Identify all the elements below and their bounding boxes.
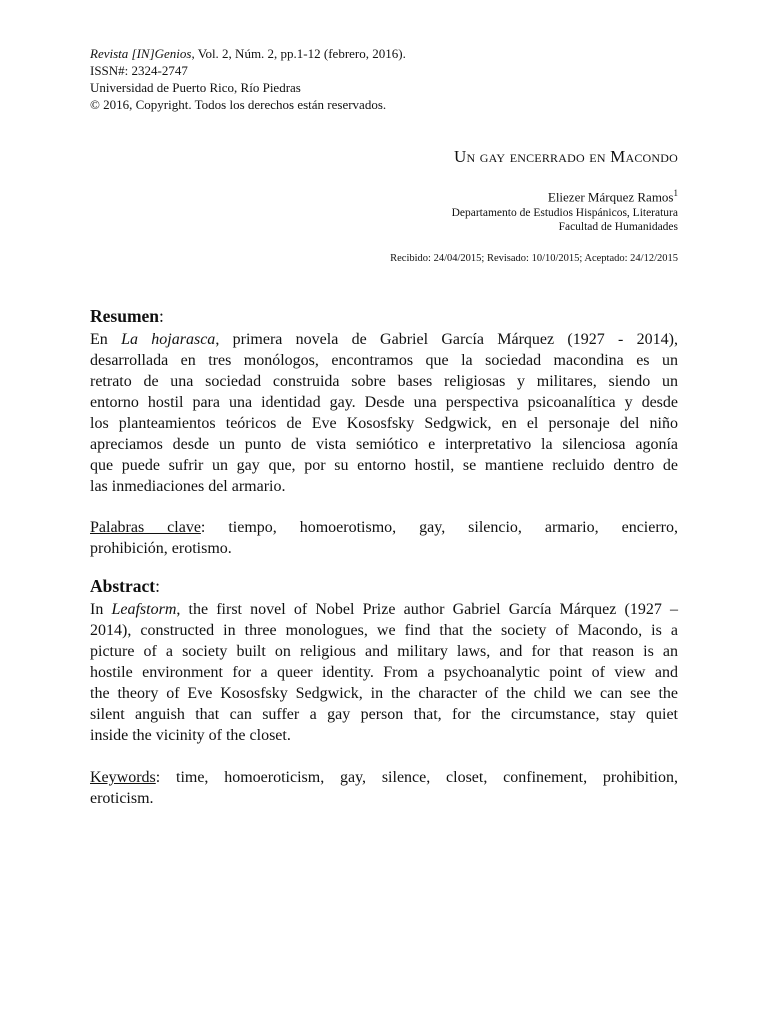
author-affiliation bbox=[452, 206, 678, 234]
article-dates: Recibido: 24/04/2015; Revisado: 10/10/2015; Aceptado: 24/12/2015 bbox=[390, 253, 678, 264]
book-title: Leafstorm bbox=[111, 601, 177, 618]
resumen-paragraph bbox=[90, 329, 678, 497]
palabras-clave-label: Palabras clave bbox=[90, 519, 201, 536]
palabras-clave-line: prohibición, erotismo. bbox=[90, 540, 232, 557]
text-run: , the first novel of Nobel Prize author Gabriel García Márquez (1927 – bbox=[176, 601, 679, 618]
keywords-values: : time, homoeroticism, gay, silence, closet, confinement, prohibition, bbox=[155, 769, 678, 786]
journal-header bbox=[90, 45, 406, 113]
abstract-line bbox=[90, 599, 678, 620]
resumen-line: los planteamientos teóricos de Eve Kososfsky Sedgwick, en el personaje del niño bbox=[90, 415, 678, 432]
abstract-line: silent anguish that can suffer a gay person that, for the circumstance, stay quiet bbox=[90, 706, 678, 723]
author-name bbox=[548, 188, 678, 205]
palabras-clave-values: : tiempo, homoerotismo, gay, silencio, armario, encierro, bbox=[200, 519, 678, 536]
department: Departamento de Estudios Hispánicos, Literatura bbox=[451, 207, 678, 219]
resumen-heading bbox=[90, 306, 678, 328]
resumen-heading-text: Resumen bbox=[90, 306, 160, 326]
article-title: Un gay encerrado en Macondo bbox=[453, 147, 678, 166]
author-name-text: Eliezer Márquez Ramos bbox=[547, 189, 674, 205]
abstract-paragraph bbox=[90, 599, 678, 746]
book-title: La hojarasca bbox=[121, 331, 216, 348]
abstract-heading-colon: : bbox=[155, 576, 160, 596]
journal-citation bbox=[90, 45, 406, 62]
keywords-line: eroticism. bbox=[90, 790, 154, 807]
resumen-heading-colon: : bbox=[159, 306, 164, 326]
journal-volume: , Vol. 2, Núm. 2, pp.1-12 (febrero, 2016). bbox=[191, 46, 406, 61]
keywords-line bbox=[90, 767, 678, 788]
copyright: © 2016, Copyright. Todos los derechos están reservados. bbox=[90, 97, 387, 112]
abstract-line: inside the vicinity of the closet. bbox=[90, 727, 291, 744]
journal-name: Revista [IN]Genios bbox=[90, 46, 192, 61]
resumen-line: entorno hostil para una identidad gay. Desde una perspectiva psicoanalítica y desde bbox=[90, 394, 678, 411]
abstract-line: 2014), constructed in three monologues, we find that the society of Macondo, is a bbox=[90, 622, 678, 639]
text-run: , primera novela de Gabriel García Márquez (1927 - 2014), bbox=[215, 331, 679, 348]
resumen-line: apreciamos desde un punto de vista semiótico e interpretativo la silenciosa agonía bbox=[90, 436, 678, 453]
resumen-line bbox=[90, 329, 678, 350]
abstract-heading-text: Abstract bbox=[90, 576, 156, 596]
text-run: In bbox=[90, 601, 112, 618]
resumen-line: retrato de una sociedad construida sobre bases religiosas y militares, siendo un bbox=[90, 373, 678, 390]
abstract-line: picture of a society built on religious and military laws, and for that reason is an bbox=[90, 643, 678, 660]
resumen-line: desarrollada en tres monólogos, encontramos que la sociedad macondina es un bbox=[90, 352, 678, 369]
resumen-line: las inmediaciones del armario. bbox=[90, 478, 286, 495]
issn: ISSN#: 2324-2747 bbox=[90, 63, 188, 78]
university: Universidad de Puerto Rico, Río Piedras bbox=[90, 80, 301, 95]
keywords bbox=[90, 767, 678, 809]
text-run: En bbox=[90, 331, 122, 348]
palabras-clave-line bbox=[90, 517, 678, 538]
keywords-label: Keywords bbox=[90, 769, 156, 786]
author-footnote: 1 bbox=[673, 188, 678, 198]
abstract-line: hostile environment for a queer identity. From a psychoanalytic point of view and bbox=[90, 664, 678, 681]
abstract-heading bbox=[90, 576, 678, 598]
faculty: Facultad de Humanidades bbox=[558, 221, 678, 233]
abstract-line: the theory of Eve Kososfsky Sedgwick, in the character of the child we can see the bbox=[90, 685, 678, 702]
palabras-clave bbox=[90, 517, 678, 559]
resumen-line: que puede sufrir un gay que, por su entorno hostil, se mantiene recluido dentro de bbox=[90, 457, 678, 474]
